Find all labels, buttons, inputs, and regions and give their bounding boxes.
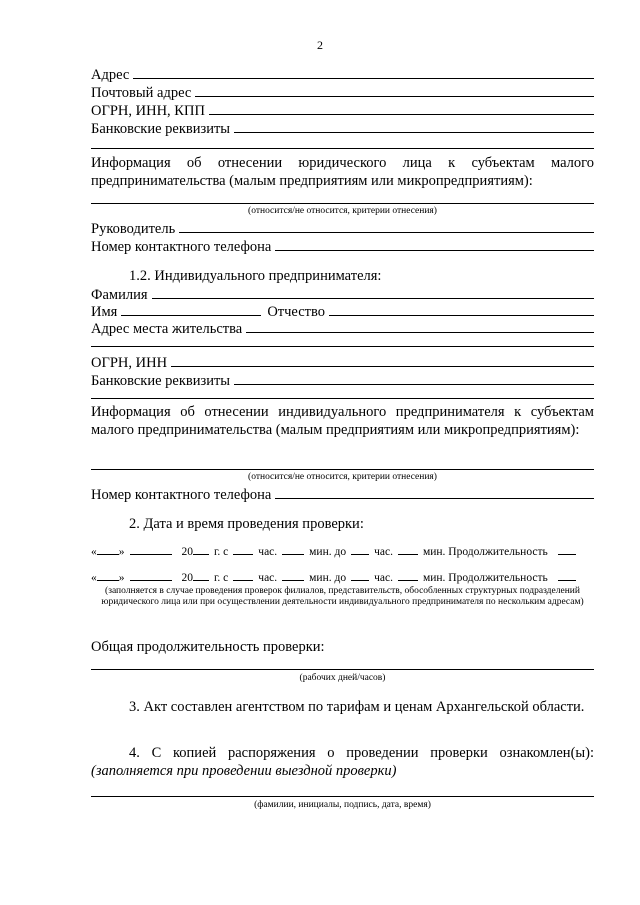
min-do-label: мин. до	[309, 546, 347, 558]
residence-continuation-line[interactable]	[91, 346, 594, 347]
hours-label: час.	[258, 572, 278, 584]
legal-sme-info-field[interactable]	[91, 203, 594, 204]
order-acquaintance-text: 4. С копией распоряжения о проведении проверки ознакомлен(ы):	[129, 745, 594, 761]
total-duration-field[interactable]	[91, 669, 594, 670]
head-field[interactable]	[179, 220, 594, 233]
ie-heading: 1.2. Индивидуального предпринимателя:	[129, 268, 382, 284]
bank-details-field[interactable]	[234, 120, 594, 133]
year-prefix: 20	[181, 572, 193, 584]
min-duration-label: мин. Продолжительность	[422, 572, 548, 584]
postal-address-label: Почтовый адрес	[91, 85, 192, 101]
bank-details-continuation-line[interactable]	[91, 148, 594, 149]
month-field-2[interactable]	[130, 570, 172, 581]
ie-bank-details-field[interactable]	[234, 372, 594, 385]
patronymic-field[interactable]	[329, 303, 594, 316]
hours2-label: час.	[374, 546, 393, 558]
duration-field-1[interactable]	[558, 544, 576, 555]
end-min-field-2[interactable]	[398, 570, 418, 581]
year-field-1[interactable]	[193, 544, 209, 555]
ie-sme-info-field[interactable]	[91, 469, 594, 470]
ie-bank-details-row	[91, 372, 594, 390]
datetime-heading: 2. Дата и время проведения проверки:	[129, 516, 364, 532]
start-hour-field-1[interactable]	[233, 544, 253, 555]
day-field-2[interactable]	[97, 570, 119, 581]
surname-row	[91, 286, 594, 304]
name-patronymic-row	[91, 303, 594, 321]
ogrn-inn-kpp-label: ОГРН, ИНН, КПП	[91, 103, 205, 119]
ie-phone-row	[91, 486, 594, 504]
quote-open: «	[91, 572, 97, 584]
residence-label: Адрес места жительства	[91, 321, 243, 337]
ie-ogrn-inn-field[interactable]	[171, 354, 594, 367]
ie-bank-details-label: Банковские реквизиты	[91, 373, 231, 389]
head-row	[91, 220, 594, 238]
order-acquaintance-caption: (фамилии, инициалы, подпись, дата, время)	[254, 800, 431, 810]
min-duration-label: мин. Продолжительность	[422, 546, 548, 558]
duration-field-2[interactable]	[558, 570, 576, 581]
datetime-row-1	[91, 544, 604, 559]
hours2-label: час.	[374, 572, 393, 584]
legal-phone-row	[91, 238, 594, 256]
residence-row	[91, 320, 594, 338]
ie-ogrn-inn-row	[91, 354, 594, 372]
year-prefix: 20	[181, 546, 193, 558]
name-label: Имя	[91, 304, 118, 320]
total-duration-row	[91, 639, 594, 656]
surname-label: Фамилия	[91, 287, 148, 303]
address-label: Адрес	[91, 67, 130, 83]
start-min-field-1[interactable]	[282, 544, 304, 555]
bank-details-row	[91, 120, 594, 138]
month-field-1[interactable]	[130, 544, 172, 555]
page-number: 2	[317, 38, 323, 52]
datetime-row-2	[91, 570, 604, 585]
start-hour-field-2[interactable]	[233, 570, 253, 581]
head-label: Руководитель	[91, 221, 176, 237]
ie-bank-continuation-line[interactable]	[91, 398, 594, 399]
total-duration-caption: (рабочих дней/часов)	[299, 673, 386, 683]
surname-field[interactable]	[152, 286, 595, 299]
ogrn-inn-kpp-row	[91, 102, 594, 120]
end-hour-field-2[interactable]	[351, 570, 369, 581]
legal-phone-field[interactable]	[275, 238, 594, 251]
act-text: 3. Акт составлен агентством по тарифам и ценам Архангельской области.	[129, 699, 585, 715]
legal-phone-label: Номер контактного телефона	[91, 239, 272, 255]
ie-sme-caption: (относится/не относится, критерии отнесения)	[248, 472, 437, 482]
order-acquaintance-note: (заполняется при проведении выездной проверки)	[91, 763, 397, 779]
hours-label: час.	[258, 546, 278, 558]
end-hour-field-1[interactable]	[351, 544, 369, 555]
legal-sme-caption: (относится/не относится, критерии отнесения)	[248, 206, 437, 216]
postal-address-row	[91, 84, 594, 102]
bank-details-label: Банковские реквизиты	[91, 121, 231, 137]
year-field-2[interactable]	[193, 570, 209, 581]
quote-close: »	[118, 572, 125, 584]
legal-sme-info-text: Информация об отнесении юридического лица к субъектам малого предпринимательства (малым предприятиям или микропредприятиям):	[91, 155, 594, 189]
g-s-label: г. с	[214, 546, 229, 558]
g-s-label: г. с	[214, 572, 229, 584]
day-field-1[interactable]	[97, 544, 119, 555]
min-do-label: мин. до	[309, 572, 347, 584]
quote-close: »	[118, 546, 125, 558]
quote-open: «	[91, 546, 97, 558]
ie-ogrn-inn-label: ОГРН, ИНН	[91, 355, 168, 371]
order-acquaintance-field[interactable]	[91, 796, 594, 797]
end-min-field-1[interactable]	[398, 544, 418, 555]
name-field[interactable]	[121, 303, 261, 316]
address-row	[91, 66, 594, 84]
datetime-caption: (заполняется в случае проведения проверок филиалов, представительств, обособленных структурных подразделений юридического лица или при осуществлении деятельности индивидуального предпринимателя по нескольким адресам)	[101, 586, 584, 607]
ogrn-inn-kpp-field[interactable]	[209, 102, 594, 115]
ie-sme-info-text: Информация об отнесении индивидуального предпринимателя к субъектам малого предпринимательства (малым предприятиям или микропредприятиям):	[91, 404, 594, 438]
patronymic-label: Отчество	[267, 304, 325, 320]
ie-phone-field[interactable]	[275, 486, 594, 499]
ie-phone-label: Номер контактного телефона	[91, 487, 272, 503]
total-duration-label: Общая продолжительность проверки:	[91, 639, 325, 655]
address-field[interactable]	[133, 66, 594, 79]
start-min-field-2[interactable]	[282, 570, 304, 581]
residence-field[interactable]	[246, 320, 594, 333]
postal-address-field[interactable]	[195, 84, 594, 97]
